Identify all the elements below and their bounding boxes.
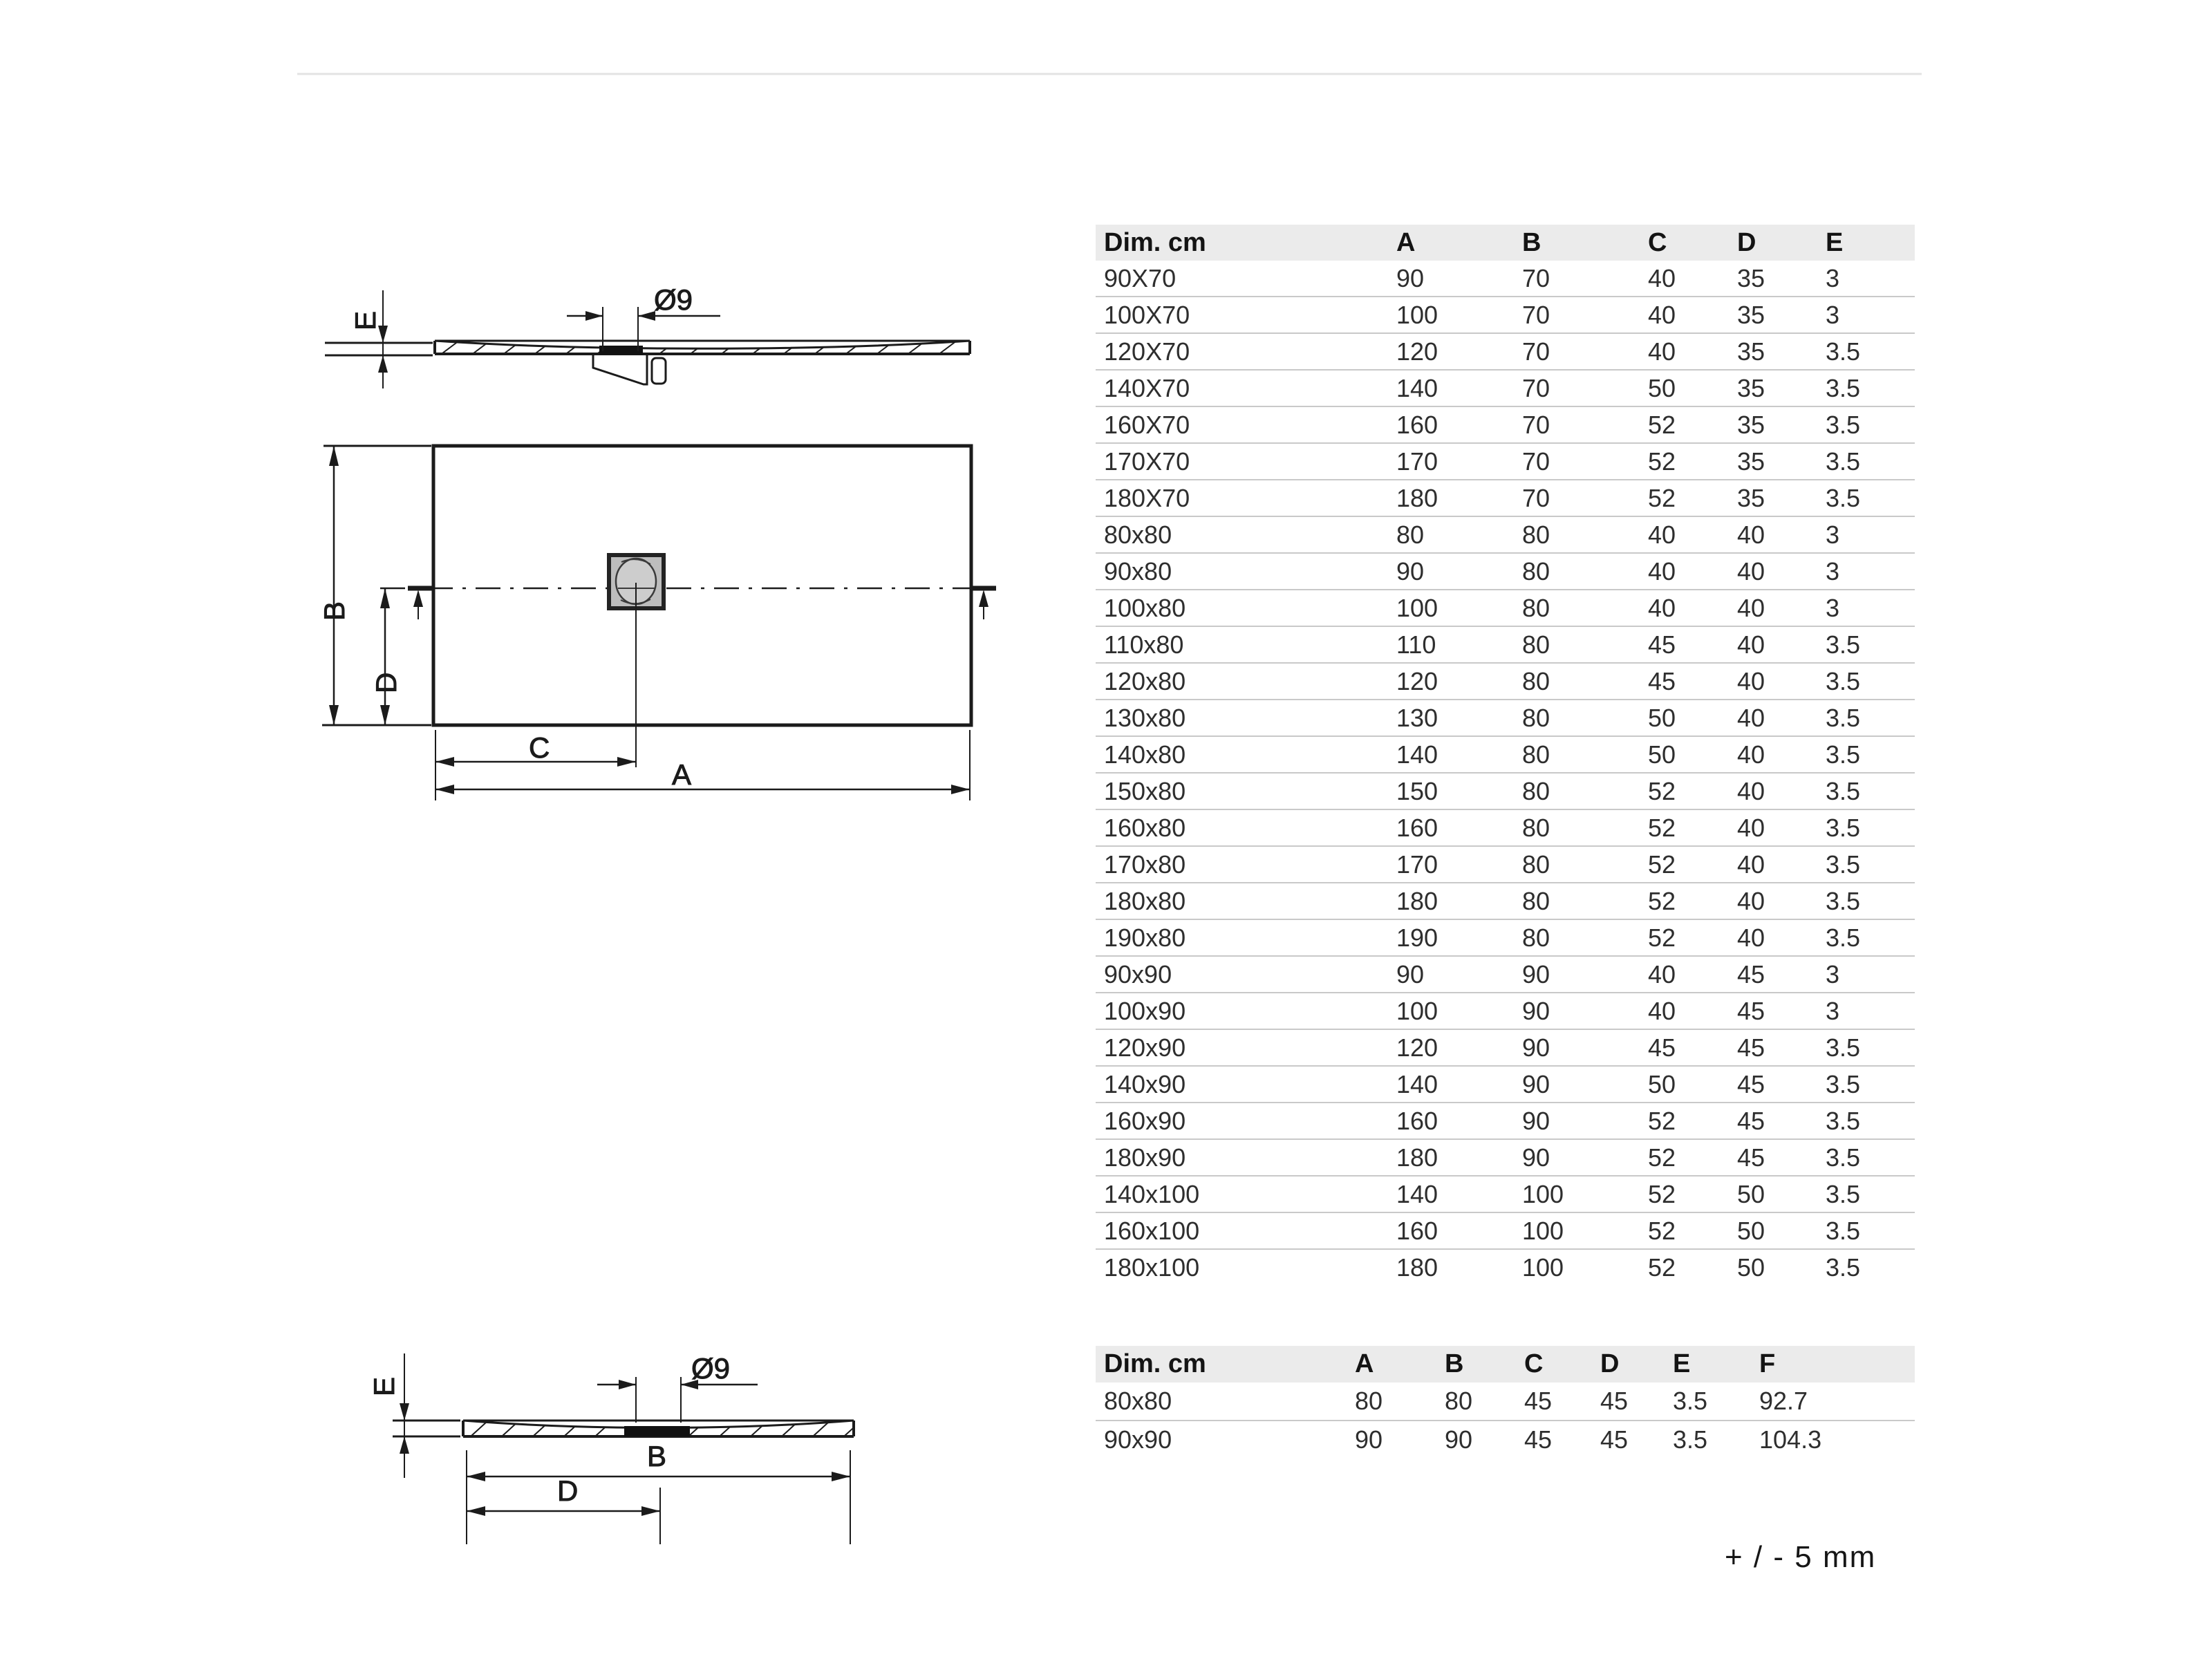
tray-section-slab: [435, 341, 970, 355]
table-cell: 80x80: [1096, 1382, 1355, 1421]
table-cell: 3.5: [1826, 1066, 1915, 1103]
table-cell: 140: [1396, 1176, 1522, 1212]
table-cell: 45: [1737, 1029, 1826, 1066]
table-cell: 80: [1522, 846, 1648, 883]
tray-section-slab-bottom: [463, 1421, 854, 1436]
table-cell: 90x80: [1096, 553, 1396, 590]
table-cell: 120: [1396, 663, 1522, 700]
table-cell: 80: [1522, 700, 1648, 736]
table-cell: 90: [1396, 956, 1522, 993]
table-cell: 35: [1737, 480, 1826, 516]
table-row: [1096, 590, 1915, 626]
table-cell: 3.5: [1826, 1139, 1915, 1176]
d-dimension-plan: [380, 588, 390, 725]
table-cell: 160: [1396, 809, 1522, 846]
table-cell: 130: [1396, 700, 1522, 736]
table-cell: 52: [1648, 1139, 1737, 1176]
table-cell: 180X70: [1096, 480, 1396, 516]
top-section-drawing: [325, 283, 970, 388]
table-cell: 90: [1396, 553, 1522, 590]
table-row: [1096, 1249, 1915, 1285]
tray-plan-rectangle: [433, 446, 971, 725]
table-cell: 45: [1600, 1382, 1673, 1421]
table-cell: 80: [1396, 516, 1522, 553]
column-header-b: B: [1522, 225, 1648, 261]
table-cell: 170x80: [1096, 846, 1396, 883]
table-cell: 70: [1522, 333, 1648, 370]
table-cell: 3.5: [1826, 626, 1915, 663]
table-cell: 40: [1648, 261, 1737, 297]
table-cell: 100: [1396, 993, 1522, 1029]
table-cell: 160: [1396, 1103, 1522, 1139]
table-cell: 50: [1648, 736, 1737, 773]
table-cell: 50: [1648, 1066, 1737, 1103]
table-row: [1096, 626, 1915, 663]
table-cell: 90: [1355, 1425, 1383, 1454]
column-header-e: E: [1826, 225, 1915, 261]
table-cell: 40: [1648, 333, 1737, 370]
table-cell: 40: [1737, 846, 1826, 883]
dim-label-b-plan: B: [318, 601, 350, 621]
table-cell: 35: [1737, 333, 1826, 370]
column-header-c: C: [1648, 225, 1737, 261]
table-cell: 3.5: [1826, 1176, 1915, 1212]
table-cell: 90: [1522, 1029, 1648, 1066]
centerline: [380, 588, 999, 619]
table-cell: 40: [1737, 590, 1826, 626]
table-row: [1096, 1176, 1915, 1212]
table-cell: 45: [1648, 1029, 1737, 1066]
table-cell: 52: [1648, 919, 1737, 956]
table-cell: 100: [1522, 1253, 1564, 1282]
column-header-d: D: [1600, 1346, 1673, 1382]
column-header-dim: Dim. cm: [1096, 1346, 1355, 1382]
dim-label-d-bottom: D: [557, 1474, 579, 1507]
column-header-a: A: [1355, 1346, 1445, 1382]
table-cell: 3.5: [1826, 883, 1915, 919]
dim-label-diameter-bottom: Ø9: [691, 1352, 731, 1385]
table-cell: 120: [1396, 333, 1522, 370]
table-cell: 3.5: [1826, 370, 1915, 406]
table-cell: 160x80: [1096, 809, 1396, 846]
table-cell: 90: [1396, 261, 1522, 297]
table-cell: 40: [1737, 663, 1826, 700]
table-cell: 52: [1648, 1253, 1676, 1282]
table-cell: 52: [1648, 1176, 1737, 1212]
table-cell: 170: [1396, 443, 1522, 480]
table-cell: 40: [1737, 919, 1826, 956]
dim-label-d-plan: D: [370, 672, 402, 693]
table-cell: 92.7: [1759, 1382, 1915, 1421]
table-cell: 80: [1522, 919, 1648, 956]
table-cell: 100X70: [1096, 297, 1396, 333]
table-cell: 52: [1648, 480, 1737, 516]
table-cell: 52: [1648, 1103, 1737, 1139]
table-cell: 130x80: [1096, 700, 1396, 736]
table-cell: 180: [1396, 1253, 1438, 1282]
table-cell: 100: [1396, 590, 1522, 626]
table-cell: 45: [1648, 663, 1737, 700]
table-cell: 140: [1396, 736, 1522, 773]
table-cell: 90: [1445, 1425, 1473, 1454]
dimensions-table-main: [1096, 225, 1915, 1285]
table-cell: 40: [1737, 736, 1826, 773]
table-cell: 190x80: [1096, 919, 1396, 956]
table-row: [1096, 809, 1915, 846]
table-row: [1096, 736, 1915, 773]
table-row: [1096, 1212, 1915, 1249]
table-cell: 40: [1648, 516, 1737, 553]
column-header-a: A: [1396, 225, 1522, 261]
table-cell: 3.5: [1826, 700, 1915, 736]
table-cell: 70: [1522, 406, 1648, 443]
table-cell: 3.5: [1826, 1029, 1915, 1066]
table-cell: 80: [1522, 809, 1648, 846]
table-cell: 80: [1445, 1382, 1524, 1421]
table-cell: 40: [1648, 553, 1737, 590]
table-cell: 90: [1522, 1139, 1648, 1176]
table-cell: 70: [1522, 443, 1648, 480]
table-cell: 3.5: [1826, 846, 1915, 883]
table-cell: 120x80: [1096, 663, 1396, 700]
table-cell: 180: [1396, 883, 1522, 919]
table-cell: 3.5: [1673, 1425, 1708, 1454]
table-cell: 100x90: [1096, 993, 1396, 1029]
table-cell: 70: [1522, 480, 1648, 516]
table-cell: 140x90: [1096, 1066, 1396, 1103]
dim-label-c-plan: C: [529, 731, 550, 764]
table-row: [1096, 956, 1915, 993]
table-cell: 110: [1396, 626, 1522, 663]
table-cell: 160: [1396, 1212, 1522, 1249]
slab-hatching: [442, 341, 957, 353]
dim-label-e-bottom: E: [368, 1376, 400, 1396]
bottom-section-drawing: [368, 1352, 860, 1544]
diameter-dimension-bottom: [597, 1377, 758, 1423]
diameter-dimension-top: [567, 307, 720, 351]
table-row: [1096, 370, 1915, 406]
table-cell: 80: [1522, 553, 1648, 590]
table-cell: 50: [1737, 1212, 1826, 1249]
table-cell: 180: [1396, 1139, 1522, 1176]
table-cell: 90: [1522, 956, 1648, 993]
table-cell: 180x90: [1096, 1139, 1396, 1176]
table-row: [1096, 1382, 1915, 1421]
table-cell: 3.5: [1826, 1212, 1915, 1249]
table-cell: 40: [1737, 626, 1826, 663]
table-cell: 110x80: [1096, 626, 1396, 663]
table-cell: 40: [1737, 516, 1826, 553]
table-cell: 100: [1396, 297, 1522, 333]
table-header-row: [1096, 1346, 1915, 1382]
table-cell: 35: [1737, 261, 1826, 297]
table-cell: 40: [1737, 700, 1826, 736]
table-header-row: [1096, 225, 1915, 261]
table-cell: 52: [1648, 773, 1737, 809]
table-cell: 160: [1396, 406, 1522, 443]
column-header-c: C: [1524, 1346, 1600, 1382]
table-cell: 50: [1737, 1176, 1826, 1212]
table-row: [1096, 406, 1915, 443]
table-row: [1096, 663, 1915, 700]
table-cell: 45: [1737, 993, 1826, 1029]
table-cell: 52: [1648, 1212, 1737, 1249]
a-dimension-plan: [435, 785, 970, 794]
dim-label-diameter-top: Ø9: [654, 283, 693, 316]
table-row: [1096, 993, 1915, 1029]
table-cell: 3.5: [1826, 443, 1915, 480]
table-cell: 40: [1648, 297, 1737, 333]
drain-trap: [593, 355, 666, 384]
table-cell: 45: [1737, 956, 1826, 993]
table-cell: 170: [1396, 846, 1522, 883]
table-cell: 3.5: [1826, 406, 1915, 443]
table-cell: 120X70: [1096, 333, 1396, 370]
table-cell: 70: [1522, 261, 1648, 297]
table-cell: 90: [1522, 1066, 1648, 1103]
table-cell: 35: [1737, 370, 1826, 406]
table-cell: 52: [1648, 443, 1737, 480]
table-cell: 120x90: [1096, 1029, 1396, 1066]
table-cell: 90x90: [1104, 1425, 1172, 1454]
table-cell: 104.3: [1759, 1425, 1822, 1454]
table-cell: 40: [1737, 883, 1826, 919]
table-cell: 40: [1648, 956, 1737, 993]
table-cell: 3.5: [1826, 663, 1915, 700]
table-cell: 70: [1522, 370, 1648, 406]
table-row: [1096, 516, 1915, 553]
table-cell: 80: [1522, 663, 1648, 700]
table-row: [1096, 480, 1915, 516]
table-cell: 40: [1737, 773, 1826, 809]
table-cell: 80: [1522, 773, 1648, 809]
column-header-d: D: [1737, 225, 1826, 261]
table-cell: 80: [1522, 590, 1648, 626]
dim-label-a-plan: A: [672, 758, 692, 791]
table-cell: 80: [1522, 626, 1648, 663]
table-cell: 3.5: [1826, 773, 1915, 809]
table-cell: 3: [1826, 590, 1915, 626]
table-cell: 80: [1355, 1382, 1445, 1421]
table-cell: 45: [1600, 1425, 1629, 1454]
table-cell: 140x80: [1096, 736, 1396, 773]
table-cell: 80x80: [1096, 516, 1396, 553]
table-cell: 90: [1522, 1103, 1648, 1139]
table-cell: 140: [1396, 370, 1522, 406]
table-cell: 35: [1737, 406, 1826, 443]
table-cell: 100: [1522, 1212, 1648, 1249]
table-cell: 140: [1396, 1066, 1522, 1103]
table-cell: 50: [1737, 1253, 1765, 1282]
dim-label-e-top: E: [349, 310, 382, 330]
tolerance-note: + / - 5 mm: [1725, 1540, 1877, 1574]
table-row: [1096, 773, 1915, 809]
table-cell: 100x80: [1096, 590, 1396, 626]
table-cell: 180x80: [1096, 883, 1396, 919]
table-cell: 3.5: [1826, 1253, 1861, 1282]
table-cell: 3.5: [1826, 736, 1915, 773]
table-cell: 120: [1396, 1029, 1522, 1066]
table-cell: 3.5: [1673, 1382, 1759, 1421]
table-cell: 52: [1648, 809, 1737, 846]
table-cell: 40: [1737, 809, 1826, 846]
table-cell: 40: [1737, 553, 1826, 590]
table-cell: 3: [1826, 516, 1915, 553]
table-cell: 45: [1524, 1382, 1600, 1421]
table-cell: 180x100: [1104, 1253, 1200, 1282]
table-row: [1096, 919, 1915, 956]
table-cell: 100: [1522, 1176, 1648, 1212]
table-row: [1096, 443, 1915, 480]
table-cell: 3: [1826, 297, 1915, 333]
table-row: [1096, 1029, 1915, 1066]
column-header-b: B: [1445, 1346, 1524, 1382]
table-cell: 40: [1648, 993, 1737, 1029]
table-cell: 3.5: [1826, 480, 1915, 516]
table-cell: 52: [1648, 883, 1737, 919]
column-header-f: F: [1759, 1346, 1915, 1382]
table-cell: 3.5: [1826, 333, 1915, 370]
table-cell: 35: [1737, 297, 1826, 333]
table-cell: 52: [1648, 406, 1737, 443]
table-cell: 160X70: [1096, 406, 1396, 443]
table-cell: 3.5: [1826, 919, 1915, 956]
table-cell: 40: [1648, 590, 1737, 626]
table-cell: 90: [1522, 993, 1648, 1029]
table-row: [1096, 1066, 1915, 1103]
table-cell: 80: [1522, 883, 1648, 919]
table-cell: 45: [1524, 1425, 1553, 1454]
table-cell: 160x90: [1096, 1103, 1396, 1139]
table-cell: 45: [1648, 626, 1737, 663]
dim-label-b-bottom: B: [647, 1440, 667, 1472]
table-row: [1096, 1103, 1915, 1139]
e-dimension-top: [325, 290, 433, 388]
table-cell: 52: [1648, 846, 1737, 883]
drain-sump-section: [599, 346, 643, 355]
table-cell: 3.5: [1826, 1103, 1915, 1139]
table-row: [1096, 297, 1915, 333]
table-cell: 3: [1826, 261, 1915, 297]
table-cell: 3: [1826, 553, 1915, 590]
drain-sump-section-bottom: [624, 1426, 690, 1436]
table-cell: 140X70: [1096, 370, 1396, 406]
table-cell: 140x100: [1096, 1176, 1396, 1212]
table-cell: 150: [1396, 773, 1522, 809]
table-cell: 3: [1826, 993, 1915, 1029]
table-cell: 50: [1648, 370, 1737, 406]
table-row: [1096, 333, 1915, 370]
table-cell: 70: [1522, 297, 1648, 333]
table-row: [1096, 883, 1915, 919]
table-row: [1096, 1139, 1915, 1176]
table-row: [1096, 553, 1915, 590]
column-header-dim: Dim. cm: [1096, 225, 1396, 261]
table-row: [1096, 700, 1915, 736]
dimensions-table-secondary: [1096, 1346, 1915, 1459]
table-cell: 150x80: [1096, 773, 1396, 809]
table-cell: 90X70: [1096, 261, 1396, 297]
table-cell: 45: [1737, 1139, 1826, 1176]
table-cell: 90x90: [1096, 956, 1396, 993]
table-row: [1096, 1421, 1915, 1459]
plan-view-drawing: [318, 446, 999, 800]
table-cell: 35: [1737, 443, 1826, 480]
table-cell: 160x100: [1096, 1212, 1396, 1249]
table-cell: 170X70: [1096, 443, 1396, 480]
table-cell: 190: [1396, 919, 1522, 956]
e-dimension-bottom: [393, 1353, 460, 1478]
table-row: [1096, 846, 1915, 883]
table-cell: 80: [1522, 516, 1648, 553]
table-cell: 3.5: [1826, 809, 1915, 846]
table-cell: 80: [1522, 736, 1648, 773]
table-cell: 180: [1396, 480, 1522, 516]
table-cell: 45: [1737, 1103, 1826, 1139]
table-cell: 3: [1826, 956, 1915, 993]
column-header-e: E: [1673, 1346, 1759, 1382]
table-cell: 45: [1737, 1066, 1826, 1103]
table-row: [1096, 261, 1915, 297]
table-cell: 50: [1648, 700, 1737, 736]
